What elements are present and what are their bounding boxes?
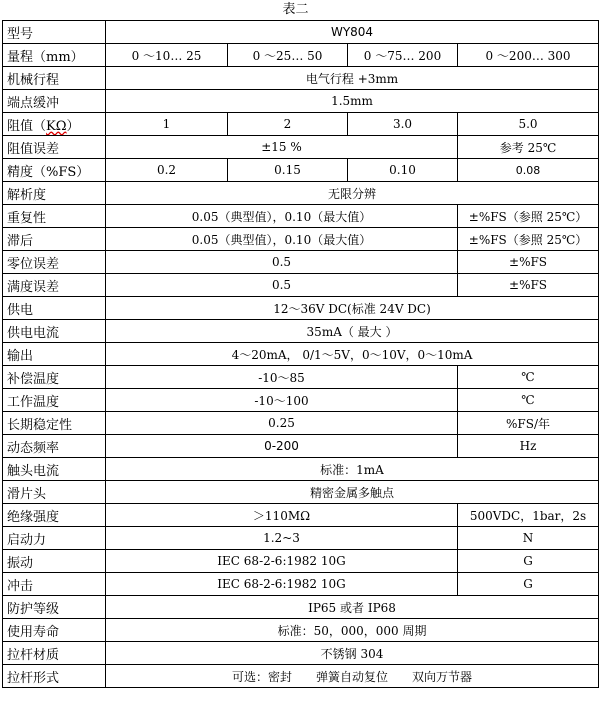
row-value: 精密金属多触点	[106, 481, 599, 504]
row-label: 启动力	[3, 527, 106, 550]
row-label	[3, 113, 106, 136]
row-label: 长期稳定性	[3, 412, 106, 435]
row-starting-force	[3, 527, 599, 550]
row-value: 0.5	[106, 274, 458, 297]
row-label: 输出	[3, 343, 106, 366]
row-compensation-temp	[3, 366, 599, 389]
cell-value: 0.10	[348, 159, 458, 182]
row-resistance	[3, 113, 599, 136]
row-label: 解析度	[3, 182, 106, 205]
row-value: IEC 68-2-6:1982 10G	[106, 573, 458, 596]
row-label: 阻值误差	[3, 136, 106, 159]
row-long-term-stability	[3, 412, 599, 435]
row-value: 标准：50，000，000 周期	[106, 619, 599, 642]
row-accuracy	[3, 159, 599, 182]
row-extra: G	[458, 573, 599, 596]
row-extra: ±%FS	[458, 274, 599, 297]
row-dynamic-frequency	[3, 435, 599, 458]
cell-value: 2	[228, 113, 348, 136]
row-range	[3, 44, 599, 67]
row-model	[3, 21, 599, 44]
row-value: 4～20mA， 0/1～5V，0～10V，0～10mA	[106, 343, 599, 366]
row-label: 拉杆材质	[3, 642, 106, 665]
row-label: 型号	[3, 21, 106, 44]
row-value: ±15 %	[106, 136, 458, 159]
row-fullscale-error	[3, 274, 599, 297]
row-rod-type	[3, 665, 599, 688]
row-vibration	[3, 550, 599, 573]
cell-value: 0.08	[458, 159, 599, 182]
label-unit: KΩ	[46, 118, 67, 134]
row-value: WY804	[106, 21, 599, 44]
row-label: 使用寿命	[3, 619, 106, 642]
row-value: ＞110MΩ	[106, 504, 458, 527]
cell-value: 0 ～200… 300	[458, 44, 599, 67]
row-rod-material	[3, 642, 599, 665]
cell-value: 0 ～10… 25	[106, 44, 228, 67]
row-supply-current	[3, 320, 599, 343]
row-value: 1.2~3	[106, 527, 458, 550]
row-lifetime	[3, 619, 599, 642]
row-label: 滑片头	[3, 481, 106, 504]
row-power	[3, 297, 599, 320]
row-extra: 参考 25℃	[458, 136, 599, 159]
row-label: 工作温度	[3, 389, 106, 412]
row-value: 不锈钢 304	[106, 642, 599, 665]
row-extra: ±%FS（参照 25℃）	[458, 205, 599, 228]
row-repeatability	[3, 205, 599, 228]
row-extra: G	[458, 550, 599, 573]
row-label: 冲击	[3, 573, 106, 596]
row-resolution	[3, 182, 599, 205]
row-label: 机械行程	[3, 67, 106, 90]
row-value: 电气行程 +3mm	[106, 67, 599, 90]
row-label: 量程（mm）	[3, 44, 106, 67]
cell-value: 0 ～75… 200	[348, 44, 458, 67]
row-label: 供电	[3, 297, 106, 320]
cell-value: 1	[106, 113, 228, 136]
row-label: 振动	[3, 550, 106, 573]
row-contact-current	[3, 458, 599, 481]
row-value: 标准：1mA	[106, 458, 599, 481]
cell-value: 0 ～25… 50	[228, 44, 348, 67]
row-extra: 500VDC，1bar，2s	[458, 504, 599, 527]
row-output	[3, 343, 599, 366]
row-value: IP65 或者 IP68	[106, 596, 599, 619]
row-resistance-error	[3, 136, 599, 159]
table-caption: 表二	[282, 2, 309, 17]
row-shock	[3, 573, 599, 596]
row-label: 绝缘强度	[3, 504, 106, 527]
row-label: 动态频率	[3, 435, 106, 458]
row-end-buffer	[3, 90, 599, 113]
row-extra: ±%FS（参照 25℃）	[458, 228, 599, 251]
label-suffix: ）	[66, 118, 80, 134]
cell-value: 0.15	[228, 159, 348, 182]
row-value: 0.05（典型值），0.10（最大值）	[106, 228, 458, 251]
row-label: 防护等级	[3, 596, 106, 619]
row-zero-error	[3, 251, 599, 274]
row-label: 端点缓冲	[3, 90, 106, 113]
row-extra: ℃	[458, 389, 599, 412]
cell-value: 5.0	[458, 113, 599, 136]
row-label: 滞后	[3, 228, 106, 251]
row-value: 35mA（ 最大 ）	[106, 320, 599, 343]
row-value: 无限分辨	[106, 182, 599, 205]
row-label: 重复性	[3, 205, 106, 228]
row-value: -10～85	[106, 366, 458, 389]
row-hysteresis	[3, 228, 599, 251]
label-prefix: 阻值（	[7, 118, 47, 134]
row-value: 0.5	[106, 251, 458, 274]
row-protection	[3, 596, 599, 619]
row-label: 精度（%FS）	[3, 159, 106, 182]
row-extra: ℃	[458, 366, 599, 389]
row-label: 触头电流	[3, 458, 106, 481]
cell-value: 0.2	[106, 159, 228, 182]
row-insulation	[3, 504, 599, 527]
row-operating-temp	[3, 389, 599, 412]
row-mech-travel	[3, 67, 599, 90]
row-value: IEC 68-2-6:1982 10G	[106, 550, 458, 573]
row-value: 1.5mm	[106, 90, 599, 113]
row-extra: %FS/年	[458, 412, 599, 435]
row-wiper	[3, 481, 599, 504]
spec-table	[2, 20, 599, 688]
row-label: 补偿温度	[3, 366, 106, 389]
cell-value: 3.0	[348, 113, 458, 136]
row-label: 满度误差	[3, 274, 106, 297]
row-value: 0.05（典型值），0.10（最大值）	[106, 205, 458, 228]
row-value: 可选：密封 弹簧自动复位 双向万节器	[106, 665, 599, 688]
row-value: -10～100	[106, 389, 458, 412]
row-value: 0.25	[106, 412, 458, 435]
row-value: 12～36V DC(标准 24V DC)	[106, 297, 599, 320]
row-extra: ±%FS	[458, 251, 599, 274]
row-extra: Hz	[458, 435, 599, 458]
row-label: 零位误差	[3, 251, 106, 274]
row-label: 拉杆形式	[3, 665, 106, 688]
row-extra: N	[458, 527, 599, 550]
row-label: 供电电流	[3, 320, 106, 343]
row-value: 0-200	[106, 435, 458, 458]
